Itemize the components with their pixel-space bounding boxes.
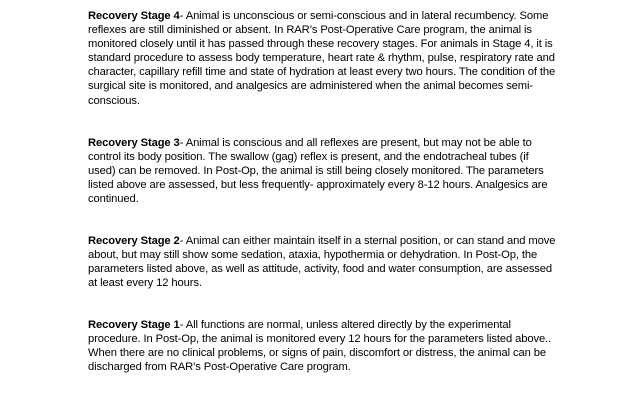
recovery-stage-4-text: - Animal is unconscious or semi-conscious and in lateral recumbency. Some reflexes are still diminished or absent. In RAR’s Post-Operative Care program, the animal is monitored closely until it has passed through these recovery stages. For animals in Stage 4, it is standard procedure to assess body temperature, heart rate & rhythm, pulse, respiratory rate and character, capillary refill time and state of hydration at least every two hours. The condition of the surgical site is monitored, and analgesics are administered when the animal becomes semi-conscious. [88,10,556,107]
recovery-stage-4-paragraph [88,9,558,108]
recovery-stage-2-text: - Animal can either maintain itself in a sternal position, or can stand and move about, but may still show some sedation, ataxia, hypothermia or dehydration. In Post-Op, the parameters listed above, as well as attitude, activity, food and water consumption, are assessed at least every 12 hours. [88,235,556,290]
recovery-stage-2-paragraph [88,234,558,290]
recovery-stage-4-title: Recovery Stage 4 [88,10,180,22]
recovery-stage-1-title: Recovery Stage 1 [88,318,180,331]
recovery-stage-2-title: Recovery Stage 2 [88,235,180,248]
document-body [88,9,558,374]
recovery-stage-3-text: - Animal is conscious and all reflexes are present, but may not be able to control its body position. The swallow (gag) reflex is present, and the endotracheal tubes (if used) can be removed. In Post-Op, the animal is still being closely monitored. The parameters listed above are assessed, but less frequently- approximately every 8-12 hours. Analgesics are continued. [88,136,548,206]
recovery-stage-3-title: Recovery Stage 3 [88,136,180,149]
recovery-stage-3-paragraph [88,136,558,206]
recovery-stage-1-paragraph [88,318,558,374]
recovery-stage-1-text: - All functions are normal, unless altered directly by the experimental procedure. In Post-Op, the animal is monitored every 12 hours for the parameters listed above.. When there are no clinical problems, or signs of pain, discomfort or distress, the animal can be discharged from RAR’s Post-Operative Care program. [88,318,552,373]
